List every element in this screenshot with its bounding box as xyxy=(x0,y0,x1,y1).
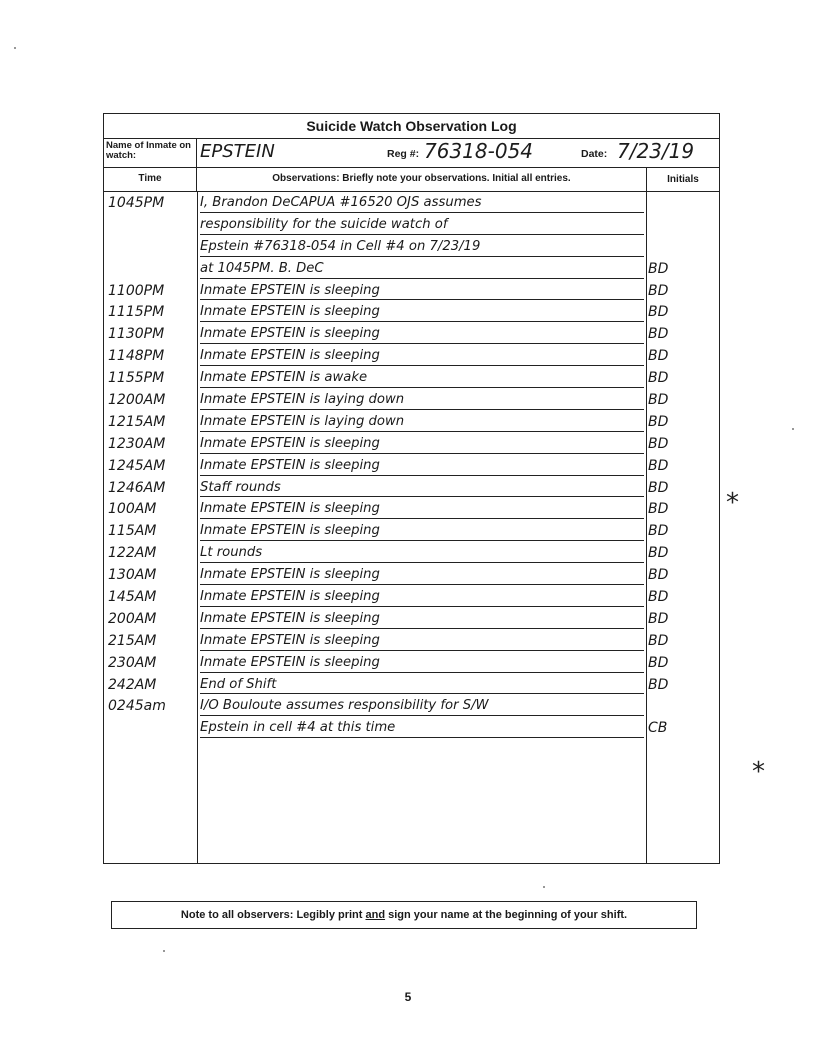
scan-speck xyxy=(543,886,545,888)
page-number: 5 xyxy=(404,990,412,1004)
entry-time xyxy=(108,213,194,235)
entry-initials: BD xyxy=(648,435,669,452)
inmate-name-value: EPSTEIN xyxy=(200,141,275,162)
log-row xyxy=(104,716,719,738)
entry-observation: responsibility for the suicide watch of xyxy=(200,213,644,235)
entry-time: 1245AM xyxy=(108,457,166,474)
entry-observation: Inmate EPSTEIN is sleeping xyxy=(200,607,644,629)
column-header-row xyxy=(104,167,719,192)
log-row xyxy=(104,629,719,651)
log-row xyxy=(104,563,719,585)
entry-observation: Inmate EPSTEIN is laying down xyxy=(200,388,644,410)
entry-initials xyxy=(648,213,718,235)
entry-time: 100AM xyxy=(108,501,157,518)
entry-time: 115AM xyxy=(108,523,157,540)
entry-initials: BD xyxy=(648,348,669,365)
entry-time: 145AM xyxy=(108,589,157,606)
entry-time: 1200AM xyxy=(108,392,166,409)
entry-time xyxy=(108,257,194,279)
inmate-info-row xyxy=(104,138,719,168)
entry-time: 1215AM xyxy=(108,413,166,430)
log-row xyxy=(104,432,719,454)
log-row xyxy=(104,585,719,607)
entry-observation: at 1045PM. B. DeC xyxy=(200,257,644,279)
entry-time: 1148PM xyxy=(108,348,165,365)
entry-initials: BD xyxy=(648,260,669,277)
log-row xyxy=(104,454,719,476)
form-title: Suicide Watch Observation Log xyxy=(104,114,719,139)
entry-time: 1045PM xyxy=(108,195,165,211)
initials-column-header: Initials xyxy=(646,167,719,191)
entry-initials xyxy=(648,191,718,213)
entry-observation: I, Brandon DeCAPUA #16520 OJS assumes xyxy=(200,191,644,213)
log-row xyxy=(104,410,719,432)
reg-label: Reg #: xyxy=(387,148,420,160)
observation-log-form xyxy=(103,113,720,864)
entry-observation: Inmate EPSTEIN is sleeping xyxy=(200,322,644,344)
log-row xyxy=(104,388,719,410)
entry-initials: BD xyxy=(648,457,669,474)
observations-column-header: Observations: Briefly note your observations. Initial all entries. xyxy=(272,173,571,184)
entry-time: 1115PM xyxy=(108,304,165,321)
entry-time: 130AM xyxy=(108,567,157,584)
entry-initials: BD xyxy=(648,654,669,671)
log-row xyxy=(104,191,719,213)
entry-time: 0245am xyxy=(108,698,166,715)
scan-speck xyxy=(163,950,165,952)
entry-observation: End of Shift xyxy=(200,673,644,695)
entry-observation: Inmate EPSTEIN is sleeping xyxy=(200,279,644,301)
entry-initials xyxy=(648,235,718,257)
log-entries xyxy=(104,191,719,738)
scan-speck xyxy=(14,47,16,49)
entry-initials xyxy=(648,694,718,716)
note-prefix: Note to all observers: Legibly print xyxy=(180,909,366,921)
entry-initials: BD xyxy=(648,676,669,693)
inmate-name-label: Name of Inmate on watch: xyxy=(104,138,197,167)
entry-initials: BD xyxy=(648,370,669,387)
entry-initials: BD xyxy=(648,326,669,343)
entry-observation: Inmate EPSTEIN is sleeping xyxy=(200,563,644,585)
entry-observation: Inmate EPSTEIN is awake xyxy=(200,366,644,388)
entry-time: 1246AM xyxy=(108,479,166,496)
log-row xyxy=(104,366,719,388)
entry-time: 122AM xyxy=(108,545,157,562)
log-row xyxy=(104,541,719,563)
entry-initials: BD xyxy=(648,479,669,496)
entry-observation: Inmate EPSTEIN is sleeping xyxy=(200,519,644,541)
log-row xyxy=(104,257,719,279)
entry-initials: BD xyxy=(648,523,669,540)
entry-observation: Inmate EPSTEIN is sleeping xyxy=(200,629,644,651)
entry-observation: Inmate EPSTEIN is sleeping xyxy=(200,344,644,366)
time-column-header: Time xyxy=(104,167,197,191)
entry-observation: Lt rounds xyxy=(200,541,644,563)
asterisk-mark: * xyxy=(726,488,739,518)
entry-observation: Inmate EPSTEIN is sleeping xyxy=(200,432,644,454)
log-row xyxy=(104,279,719,301)
reg-number-value: 76318-054 xyxy=(424,139,534,163)
entry-time xyxy=(108,235,194,257)
entry-initials: BD xyxy=(648,567,669,584)
entry-observation: Inmate EPSTEIN is sleeping xyxy=(200,454,644,476)
scan-speck xyxy=(792,428,794,430)
entry-time: 200AM xyxy=(108,610,157,627)
log-row xyxy=(104,322,719,344)
log-row xyxy=(104,519,719,541)
observer-note xyxy=(111,901,697,929)
log-row xyxy=(104,476,719,498)
log-row xyxy=(104,607,719,629)
note-emphasis: and xyxy=(365,909,386,921)
date-label: Date: xyxy=(581,148,608,160)
date-value: 7/23/19 xyxy=(617,139,695,163)
entry-initials: BD xyxy=(648,501,669,518)
entry-observation: Inmate EPSTEIN is sleeping xyxy=(200,585,644,607)
entry-observation: Epstein in cell #4 at this time xyxy=(200,716,644,738)
entry-initials: BD xyxy=(648,610,669,627)
log-row xyxy=(104,344,719,366)
entry-observation: I/O Bouloute assumes responsibility for S/W xyxy=(200,694,644,716)
entry-observation: Epstein #76318-054 in Cell #4 on 7/23/19 xyxy=(200,235,644,257)
entry-initials: BD xyxy=(648,545,669,562)
entry-observation: Inmate EPSTEIN is sleeping xyxy=(200,651,644,673)
entry-initials: BD xyxy=(648,589,669,606)
asterisk-mark: * xyxy=(752,757,765,787)
entry-time: 1130PM xyxy=(108,326,165,343)
entry-initials: BD xyxy=(648,282,669,299)
entry-initials: CB xyxy=(648,720,668,737)
entry-time: 215AM xyxy=(108,632,157,649)
log-row xyxy=(104,497,719,519)
entry-initials: BD xyxy=(648,413,669,430)
note-suffix: sign your name at the beginning of your shift. xyxy=(385,909,628,921)
entry-observation: Inmate EPSTEIN is laying down xyxy=(200,410,644,432)
log-row xyxy=(104,673,719,695)
entry-time: 1155PM xyxy=(108,370,165,387)
log-row xyxy=(104,694,719,716)
entry-initials: BD xyxy=(648,632,669,649)
entry-initials: BD xyxy=(648,304,669,321)
log-row xyxy=(104,235,719,257)
entry-time: 230AM xyxy=(108,654,157,671)
entry-time: 242AM xyxy=(108,676,157,693)
entry-observation: Staff rounds xyxy=(200,476,644,498)
log-row xyxy=(104,300,719,322)
entry-time: 1100PM xyxy=(108,282,165,299)
entry-time xyxy=(108,716,194,738)
entry-initials: BD xyxy=(648,392,669,409)
log-row xyxy=(104,213,719,235)
entry-observation: Inmate EPSTEIN is sleeping xyxy=(200,300,644,322)
entry-observation: Inmate EPSTEIN is sleeping xyxy=(200,497,644,519)
log-row xyxy=(104,651,719,673)
entry-time: 1230AM xyxy=(108,435,166,452)
